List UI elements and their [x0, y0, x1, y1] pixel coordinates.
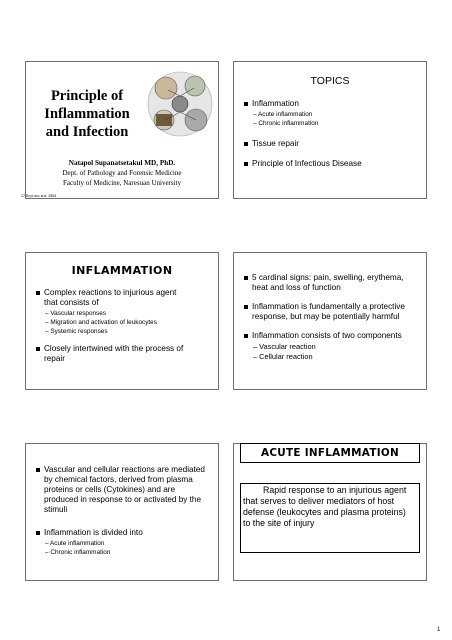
sub-item: – Chronic inflammation [45, 548, 217, 557]
author-block [26, 158, 218, 188]
sub-list [44, 539, 217, 557]
sub-list [252, 110, 423, 128]
sub-item: – Migration and activation of leukocytes [45, 318, 215, 327]
cell-illustration-image [146, 68, 214, 140]
definition-line: that serves to deliver mediators of host [243, 496, 395, 506]
sub-item: – Cellular reaction [253, 352, 425, 362]
sub-item: – Chronic inflammation [253, 119, 423, 128]
bullet-list [243, 99, 423, 169]
bullet-item: Closely intertwined with the process of repair [35, 344, 215, 364]
bullet-item: Tissue repair [243, 139, 423, 149]
definition-line: to the site of injury [243, 518, 315, 528]
bullet-item: Inflammation consists of two components – Vascular reaction – Cellular reaction [243, 331, 425, 361]
definition-line: defense (leukocytes and plasma proteins) [243, 507, 406, 517]
title-line: and Infection [45, 124, 129, 140]
bullet-item: Inflammation – Acute inflammation – Chronic inflammation [243, 99, 423, 128]
sub-item: – Acute inflammation [253, 110, 423, 119]
sub-list [44, 309, 215, 336]
sub-item: – Systemic responses [45, 327, 215, 336]
sub-list [252, 342, 425, 361]
slide-title-heading [31, 87, 143, 141]
page-number: 1 [437, 627, 441, 633]
sub-item: – Vascular reaction [253, 342, 425, 352]
slide-title [25, 61, 219, 199]
title-line: Inflammation [44, 106, 130, 122]
slide-heading: INFLAMMATION [71, 264, 173, 277]
sub-item: – Vascular responses [45, 309, 215, 318]
bullet-list [243, 273, 425, 361]
bullet-item: 5 cardinal signs: pain, swelling, erythema, heat and loss of function [243, 273, 425, 293]
bullet-item: Complex reactions to injurious agent that consists of – Vascular responses – Migration and activation of leukocytes – Systemic responses [35, 288, 215, 336]
sub-item: – Acute inflammation [45, 539, 217, 548]
definition-box [240, 483, 420, 553]
slide-acute-inflammation [233, 443, 427, 581]
bullet-list [35, 288, 215, 364]
bullet-item: Principle of Infectious Disease [243, 159, 423, 169]
author-name: Natapol Supanatsetakul MD, PhD. [68, 159, 176, 167]
author-faculty: Faculty of Medicine, Naresuan University [63, 179, 181, 187]
bullet-item: Inflammation is divided into – Acute inflammation – Chronic inflammation [35, 528, 217, 557]
bullet-item: Vascular and cellular reactions are mediated by chemical factors, derived from plasma proteins or cells (Cytokines) and are produced in response to or activated by the stimuli [35, 465, 217, 515]
bullet-list [35, 465, 217, 557]
slide-inflammation [25, 252, 219, 390]
title-line: Principle of [50, 88, 124, 104]
bullet-item: Inflammation is fundamentally a protective response, but may be potentially harmful [243, 302, 425, 322]
slide-date: 17 มิถุนายน พ.ศ. 2554 [21, 194, 57, 198]
slide-inflammation-signs [233, 252, 427, 390]
slide-mediators [25, 443, 219, 581]
slide-heading: TOPICS [310, 75, 350, 87]
slide-heading: ACUTE INFLAMMATION [240, 443, 420, 463]
slide-topics [233, 61, 427, 199]
author-department: Dept. of Pathology and Forensic Medicine [62, 169, 182, 177]
definition-line: Rapid response to an injurious agent [263, 485, 407, 495]
